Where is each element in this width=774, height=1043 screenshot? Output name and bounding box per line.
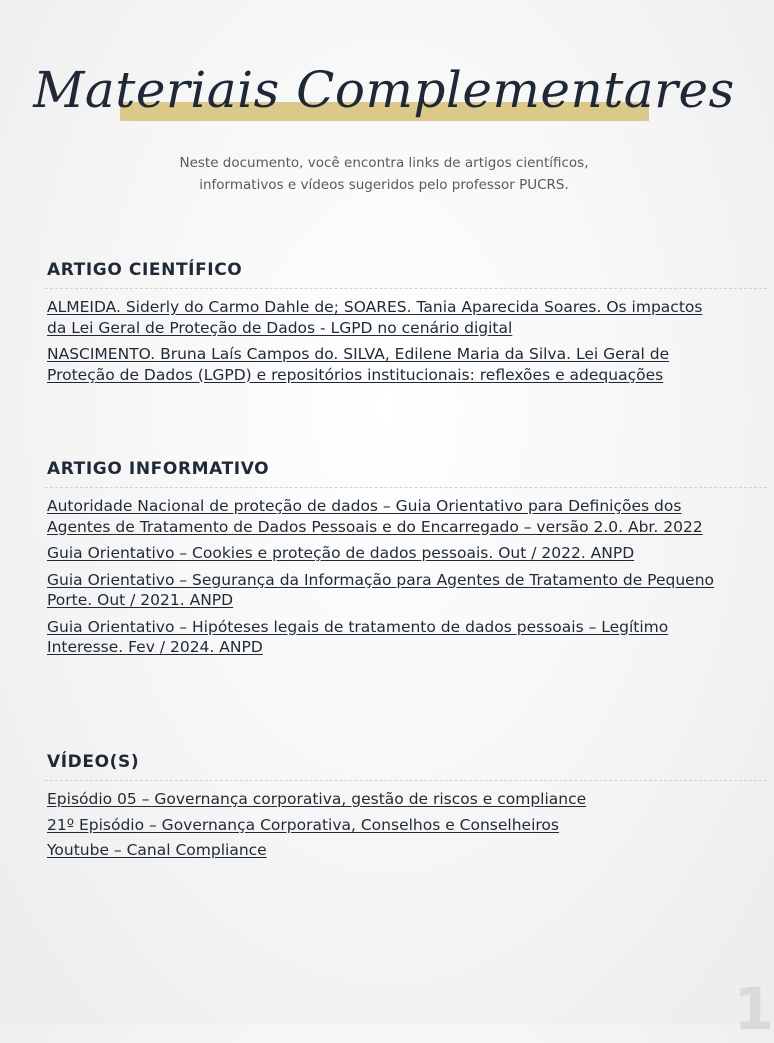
title-block xyxy=(0,58,768,138)
section-title: ARTIGO INFORMATIVO xyxy=(47,459,270,479)
link-episodio-05[interactable]: Episódio 05 – Governança corporativa, gestão de riscos e compliance xyxy=(47,790,587,808)
section-videos xyxy=(47,748,723,867)
subtitle xyxy=(84,152,684,196)
page-title: Materiais Complementares xyxy=(33,61,735,119)
link-anpd-guia-agentes[interactable]: Autoridade Nacional de proteção de dados – Guia Orientativo para Definições dos Agentes de Tratamento de Dados Pessoais e do Encarregado – versão 2.0. Abr. 2022 xyxy=(47,497,703,536)
page-number: 1 xyxy=(733,975,774,1043)
subtitle-line-2: informativos e vídeos sugeridos pelo professor PUCRS. xyxy=(199,177,569,193)
link-almeida-soares[interactable]: ALMEIDA. Siderly do Carmo Dahle de; SOARES. Tania Aparecida Soares. Os impactos da Lei Geral de Proteção de Dados - LGPD no cenário digital xyxy=(47,298,703,337)
link-youtube-canal[interactable]: Youtube – Canal Compliance xyxy=(47,841,267,859)
link-guia-legitimo-interesse[interactable]: Guia Orientativo – Hipóteses legais de tratamento de dados pessoais – Legítimo Interesse. Fev / 2024. ANPD xyxy=(47,617,669,656)
section-divider xyxy=(45,487,767,488)
section-divider xyxy=(45,288,767,289)
link-guia-cookies[interactable]: Guia Orientativo – Cookies e proteção de dados pessoais. Out / 2022. ANPD xyxy=(47,544,635,562)
link-episodio-21[interactable]: 21º Episódio – Governança Corporativa, Conselhos e Conselheiros xyxy=(47,815,559,834)
section-title: VÍDEO(S) xyxy=(47,752,140,772)
section-artigo-cientifico xyxy=(47,256,723,391)
link-guia-seguranca[interactable]: Guia Orientativo – Segurança da Informação para Agentes de Tratamento de Pequeno Porte. Out / 2021. ANPD xyxy=(47,570,715,609)
section-title: ARTIGO CIENTÍFICO xyxy=(47,260,243,280)
section-artigo-informativo xyxy=(47,455,723,664)
link-nascimento-silva[interactable]: NASCIMENTO. Bruna Laís Campos do. SILVA, Edilene Maria da Silva. Lei Geral de Proteção de Dados (LGPD) e repositórios institucionais: reflexões e adequações xyxy=(47,345,670,384)
subtitle-line-1: Neste documento, você encontra links de artigos científicos, xyxy=(179,155,589,171)
section-divider xyxy=(45,780,767,781)
